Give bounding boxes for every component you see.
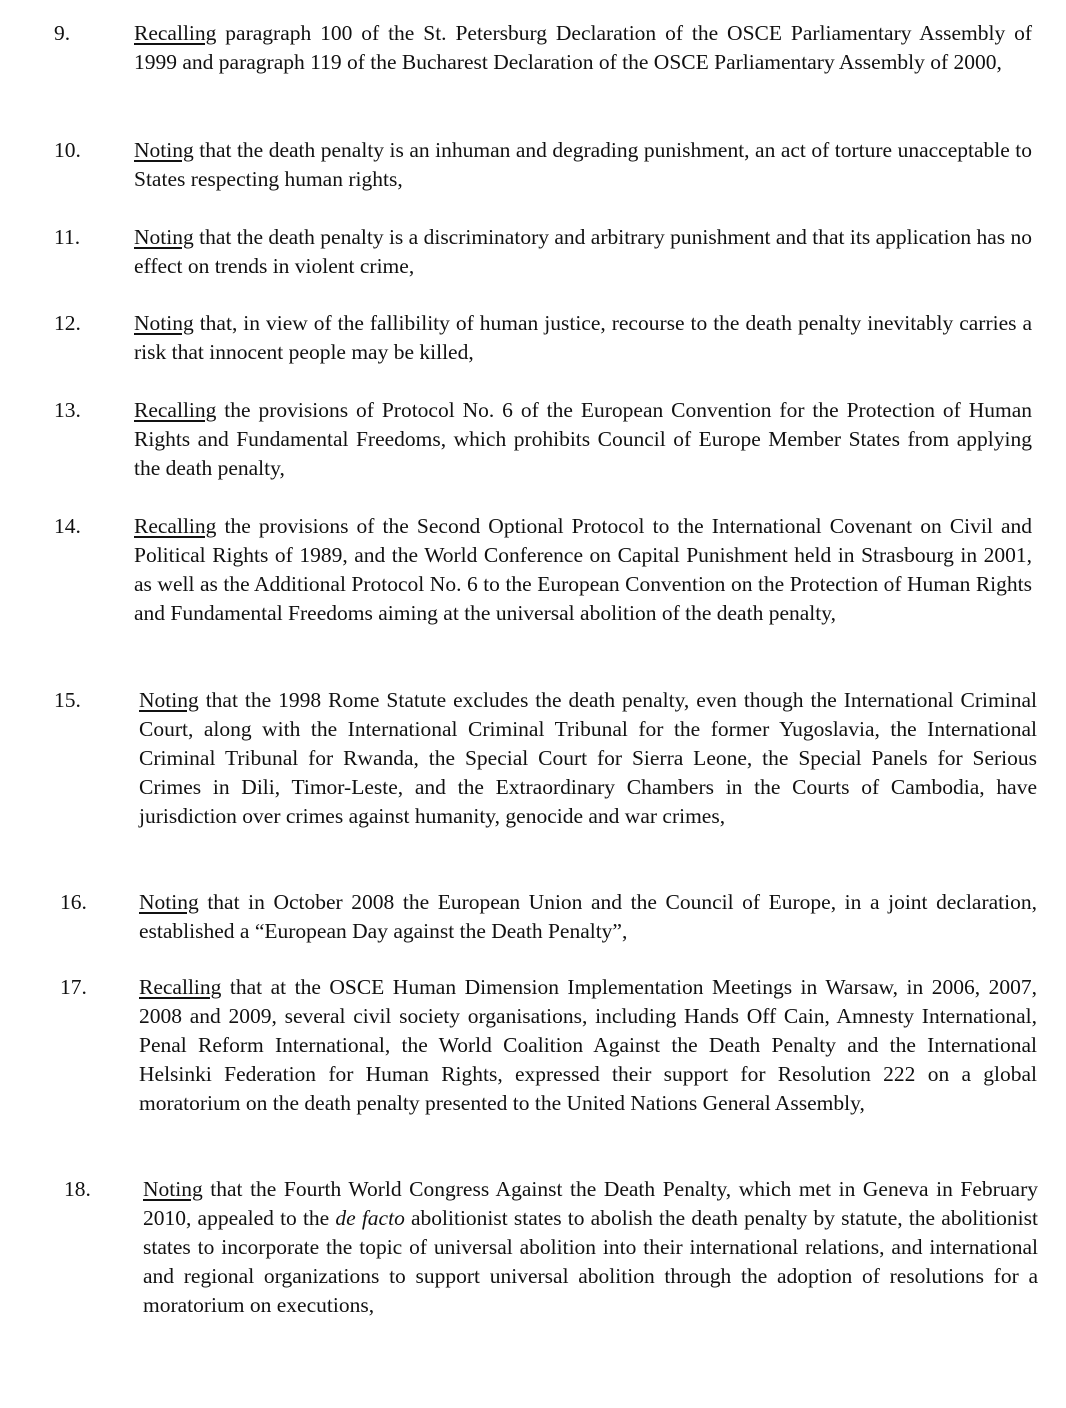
paragraph-lead-word: Noting [139,890,199,914]
paragraph-number: 12. [54,311,81,335]
paragraph-body: the provisions of the Second Optional Protocol to the International Covenant on Civil and Political Rights of 1989, and the World Conference on Capital Punishment held in Strasbourg in 2001, as well as the Additional Protocol No. 6 to the European Convention on the Protection of Human Rights and Fundamental Freedoms aiming at the universal abolition of the death penalty, [134,514,1032,625]
paragraph-body: that the Fourth World Congress Against the Death Penalty, which met in Geneva in February 2010, appealed to the [143,1177,1038,1230]
paragraph-lead-word: Recalling [134,398,217,422]
paragraph-text [134,512,1032,628]
paragraph-text [134,396,1032,483]
paragraph-text [139,973,1037,1118]
paragraph-body: that the death penalty is a discriminatory and arbitrary punishment and that its application has no effect on trends in violent crime, [134,225,1033,278]
paragraph-lead-word: Noting [134,138,194,162]
paragraph-lead-word: Noting [134,311,194,335]
paragraph-body: that, in view of the fallibility of human justice, recourse to the death penalty inevitably carries a risk that innocent people may be killed, [134,311,1032,364]
paragraph-lead-word: Noting [139,688,199,712]
paragraph-number: 15. [54,688,81,712]
paragraph-number: 9. [54,21,71,45]
paragraph-text [143,1175,1038,1320]
paragraph-lead-word: Recalling [134,514,217,538]
paragraph-body: that in October 2008 the European Union and the Council of Europe, in a joint declaration, established a “European Day against the Death Penalty”, [139,890,1037,943]
paragraph-number: 18. [64,1177,91,1201]
paragraph-text [139,686,1037,831]
paragraph-body: paragraph 100 of the St. Petersburg Declaration of the OSCE Parliamentary Assembly of 1999 and paragraph 119 of the Bucharest Declaration of the OSCE Parliamentary Assembly of 2000, [134,21,1032,74]
paragraph-number: 14. [54,514,81,538]
paragraph-body: abolitionist states to abolish the death penalty by statute, the abolitionist states to incorporate the topic of universal abolition into their international relations, and international and regional organizations to support universal abolition through the adoption of resolutions for a moratorium on executions, [143,1206,1038,1317]
paragraph-text [139,888,1037,946]
paragraph-body: the provisions of Protocol No. 6 of the European Convention for the Protection of Human Rights and Fundamental Freedoms, which prohibits Council of Europe Member States from applying the death penalty, [134,398,1032,480]
paragraph-text [134,136,1032,194]
paragraph-lead-word: Recalling [139,975,222,999]
paragraph-lead-word: Noting [134,225,194,249]
paragraph-number: 11. [54,225,81,249]
paragraph-number: 10. [54,138,81,162]
paragraph-lead-word: Noting [143,1177,203,1201]
paragraph-text [134,309,1032,367]
paragraph-body: that the death penalty is an inhuman and degrading punishment, an act of torture unacceptable to States respecting human rights, [134,138,1032,191]
paragraph-body: that at the OSCE Human Dimension Implementation Meetings in Warsaw, in 2006, 2007, 2008 and 2009, several civil society organisations, including Hands Off Cain, Amnesty International, Penal Reform International, the World Coalition Against the Death Penalty and the International Helsinki Federation for Human Rights, expressed their support for Resolution 222 on a global moratorium on the death penalty presented to the United Nations General Assembly, [139,975,1037,1115]
paragraph-number: 13. [54,398,81,422]
paragraph-body: that the 1998 Rome Statute excludes the death penalty, even though the International Criminal Court, along with the International Criminal Tribunal for the former Yugoslavia, the International Criminal Tribunal for Rwanda, the Special Court for Sierra Leone, the Special Panels for Serious Crimes in Dili, Timor-Leste, and the Extraordinary Chambers in the Courts of Cambodia, have jurisdiction over crimes against humanity, genocide and war crimes, [139,688,1037,828]
paragraph-italic-term: de facto [335,1206,405,1230]
paragraph-number: 17. [60,975,87,999]
paragraph-lead-word: Recalling [134,21,217,45]
paragraph-text [134,19,1032,77]
paragraph-text [134,223,1032,281]
paragraph-number: 16. [60,890,87,914]
